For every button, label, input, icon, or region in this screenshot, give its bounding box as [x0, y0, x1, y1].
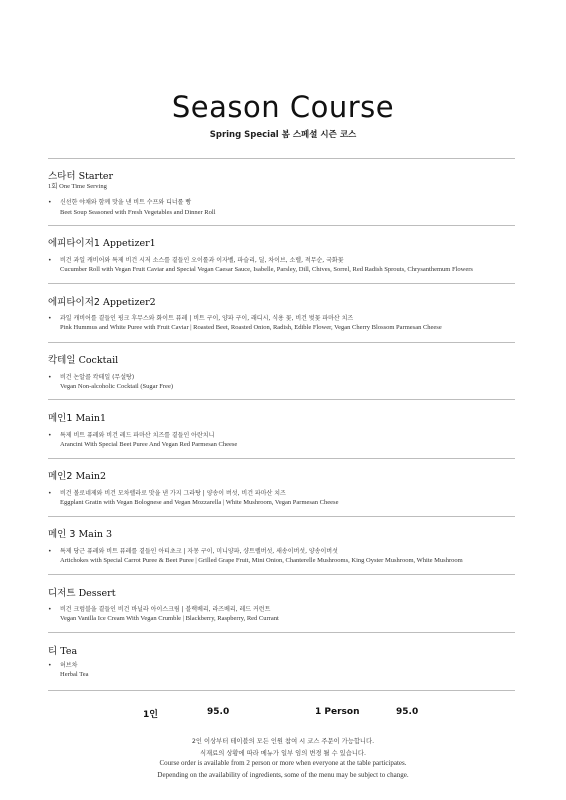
divider — [48, 342, 515, 343]
price-value-ko: 95.0 — [207, 707, 230, 717]
menu-item-ko — [48, 604, 270, 613]
bullet-icon: • — [48, 548, 52, 555]
menu-item-en: Herbal Tea — [60, 671, 89, 678]
section-heading-ko: 스타터 — [48, 171, 76, 182]
menu-item-ko — [48, 660, 77, 669]
menu-item-ko-text: 비건 논알콜 칵테일 (무설탕) — [60, 374, 135, 381]
menu-item-en: Vegan Vanilla Ice Cream With Vegan Crumble | Blackberry, Raspberry, Red Currant — [60, 615, 279, 622]
menu-item-ko — [48, 313, 353, 322]
menu-item-en: Eggplant Gratin with Vegan Bolognese and Vegan Mozzarella | White Mushroom, Vegan Parmesan Cheese — [60, 499, 339, 506]
menu-item-ko — [48, 197, 191, 206]
divider — [48, 574, 515, 575]
menu-item-ko-text: 비건 과일 캐비어와 특제 비건 시저 소스를 곁들인 오이롤과 이자벨, 파슬리, 딜, 차이브, 소렐, 적무순, 국화꽃 — [60, 257, 344, 264]
section-heading-en: Main1 — [75, 413, 107, 424]
section-heading-starter — [48, 168, 113, 182]
menu-item-ko — [48, 430, 214, 439]
menu-item-ko-text: 특제 비트 퓨레와 비건 레드 파마산 치즈를 곁들인 아란치니 — [60, 432, 215, 439]
section-heading-en: Cocktail — [78, 355, 119, 366]
section-heading-ko: 메인 3 — [48, 529, 76, 540]
menu-item-ko-text: 특제 당근 퓨레와 비트 퓨레를 곁들인 아티초크 | 자몽 구이, 미니양파, 샹트렐버섯, 새송이버섯, 양송이버섯 — [60, 548, 338, 555]
menu-item-ko — [48, 255, 344, 264]
section-heading-main2 — [48, 468, 106, 482]
bullet-icon: • — [48, 315, 52, 322]
footer-note: Depending on the availability of ingredients, some of the menu may be subject to change. — [157, 771, 409, 779]
section-heading-tea — [48, 643, 77, 657]
divider — [48, 399, 515, 400]
section-heading-ko: 티 — [48, 646, 58, 657]
footer-note: Course order is available from 2 person or more when everyone at the table participates. — [159, 759, 407, 767]
section-heading-en: Main 3 — [78, 529, 113, 540]
section-heading-ko: 칵테일 — [48, 355, 76, 366]
divider — [48, 158, 515, 159]
divider — [48, 283, 515, 284]
section-heading-en: Dessert — [78, 588, 116, 599]
menu-item-ko — [48, 488, 286, 497]
section-heading-en: Appetizer2 — [102, 297, 156, 308]
divider — [48, 225, 515, 226]
bullet-icon: • — [48, 374, 52, 381]
menu-item-ko-text: 신선한 야채와 함께 맛을 낸 비트 수프와 디너롤 빵 — [60, 199, 192, 206]
section-heading-ko: 메인1 — [48, 413, 73, 424]
page-subtitle: Spring Special 봄 스페셜 시즌 코스 — [209, 130, 357, 140]
menu-item-ko — [48, 546, 338, 555]
divider — [48, 516, 515, 517]
section-heading-main3 — [48, 526, 112, 540]
divider — [48, 458, 515, 459]
price-label-ko: 1인 — [143, 710, 158, 720]
menu-item-ko-text: 허브차 — [60, 662, 78, 669]
bullet-icon: • — [48, 432, 52, 439]
menu-item-ko-text: 과일 캐비어를 곁들인 핑크 후무스와 화이트 퓨레 | 비트 구이, 양파 구이, 래디시, 식용 꽃, 비건 벚꽃 파마산 치즈 — [60, 315, 354, 322]
page-title: Season Course — [171, 90, 395, 124]
divider — [48, 632, 515, 633]
menu-item-en: Cucumber Roll with Vegan Fruit Caviar and Special Vegan Caesar Sauce, Isabelle, Parsley, Dill, Chives, Sorrel, Red Radish Sprouts, Chrysanthemum Flowers — [60, 266, 473, 273]
price-value-en: 95.0 — [396, 707, 419, 717]
section-heading-cocktail — [48, 352, 118, 366]
footer-note: 2인 이상부터 테이블의 모든 인원 참여 시 코스 주문이 가능합니다. — [191, 738, 375, 745]
section-heading-en: Main2 — [75, 471, 107, 482]
section-heading-ko: 메인2 — [48, 471, 73, 482]
section-heading-appetizer1 — [48, 235, 156, 249]
bullet-icon: • — [48, 199, 52, 206]
section-heading-ko: 디저트 — [48, 588, 76, 599]
menu-item-en: Beet Soup Seasoned with Fresh Vegetables and Dinner Roll — [60, 209, 216, 216]
section-heading-appetizer2 — [48, 294, 156, 308]
section-heading-en: Starter — [78, 171, 114, 182]
menu-item-ko — [48, 372, 134, 381]
serving-note: 1회 One Time Serving — [48, 183, 107, 190]
bullet-icon: • — [48, 257, 52, 264]
divider — [48, 690, 515, 691]
bullet-icon: • — [48, 490, 52, 497]
menu-item-ko-text: 비건 볼로네제와 비건 모차렐라로 맛을 낸 가지 그라탕 | 양송이 버섯, 비건 파마산 치즈 — [60, 490, 286, 497]
menu-item-en: Vegan Non-alcoholic Cocktail (Sugar Free) — [60, 383, 173, 390]
menu-item-ko-text: 비건 크럼블을 곁들인 비건 바닐라 아이스크림 | 블랙베리, 라즈베리, 레드 커런트 — [60, 606, 271, 613]
menu-item-en: Pink Hummus and White Puree with Fruit Caviar | Roasted Beet, Roasted Onion, Radish, Edible Flower, Vegan Cherry Blossom Parmesan Cheese — [60, 324, 442, 331]
section-heading-dessert — [48, 585, 116, 599]
bullet-icon: • — [48, 662, 52, 669]
section-heading-en: Appetizer1 — [102, 238, 156, 249]
section-heading-en: Tea — [60, 646, 78, 657]
menu-item-en: Arancini With Special Beet Puree And Vegan Red Parmesan Cheese — [60, 441, 238, 448]
section-heading-ko: 에피타이저1 — [48, 238, 100, 249]
section-heading-main1 — [48, 410, 106, 424]
section-heading-ko: 에피타이저2 — [48, 297, 100, 308]
menu-item-en: Artichokes with Special Carrot Puree & Beet Puree | Grilled Grape Fruit, Mini Onion, Chanterelle Mushrooms, King Oyster Mushroom, White Mushroom — [60, 557, 463, 564]
price-label-en: 1 Person — [315, 707, 360, 717]
footer-note: 식재료의 상황에 따라 메뉴가 일부 임의 변경 될 수 있습니다. — [199, 750, 366, 757]
bullet-icon: • — [48, 606, 52, 613]
